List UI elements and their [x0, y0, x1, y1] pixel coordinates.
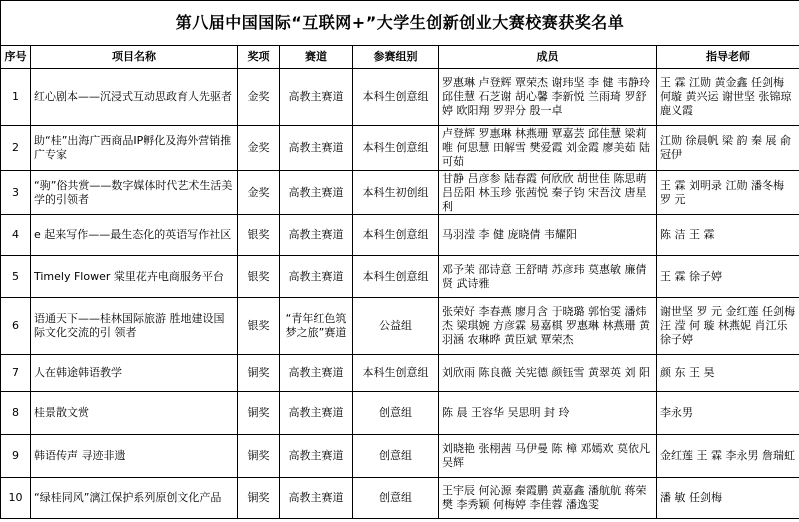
table-row	[1, 215, 799, 256]
header-row	[1, 46, 799, 69]
row-group: 创意组	[353, 392, 439, 435]
row-index: 1	[1, 69, 31, 126]
row-track: 高教主赛道	[280, 69, 353, 126]
table-row	[1, 126, 799, 171]
table-row	[1, 478, 799, 519]
row-members: 王宇辰 何沁源 秦霞鹏 黄嘉鑫 潘航航 蒋荣樊 李秀颖 何梅婷 李佳蓉 潘逸雯	[439, 478, 657, 519]
table-row	[1, 435, 799, 478]
row-members: 刘欣雨 陈良薇 关宪德 颜钰雪 黄翠英 刘 阳	[439, 355, 657, 392]
row-project: Timely Flower 棠里花卉电商服务平台	[31, 256, 238, 298]
row-project: 语通天下——桂林国际旅游 胜地建设国际文化交流的引 领者	[31, 298, 238, 355]
row-group: 本科生创意组	[353, 215, 439, 256]
row-members: 张荣好 李春燕 廖月含 于晓璐 郭怡雯 潘炜杰 梁琪婉 方彦霖 易嘉棋 罗惠琳 林燕珊 黄羽涵 农琳晔 黄臣斌 覃荣杰	[439, 298, 657, 355]
table-row	[1, 171, 799, 215]
row-track: 高教主赛道	[280, 215, 353, 256]
row-award: 铜奖	[238, 392, 280, 435]
row-members: 卢登辉 罗惠琳 林燕珊 覃嘉芸 邱佳慧 梁莉唯 何思慧 田解雪 樊爱霞 刘金霞 廖美茹 陆可茹	[439, 126, 657, 171]
row-track: 高教主赛道	[280, 256, 353, 298]
row-track: 高教主赛道	[280, 171, 353, 215]
row-award: 银奖	[238, 298, 280, 355]
row-index: 9	[1, 435, 31, 478]
header-index: 序号	[1, 46, 31, 69]
row-advisors: 王 霖 刘明录 江勋 潘冬梅 罗 元	[657, 171, 799, 215]
row-project: 红心剧本——沉浸式互动思政育人先驱者	[31, 69, 238, 126]
header-advisors: 指导老师	[657, 46, 799, 69]
row-advisors: 陈 洁 王 霖	[657, 215, 799, 256]
row-award: 金奖	[238, 126, 280, 171]
table-row	[1, 392, 799, 435]
row-track: 高教主赛道	[280, 392, 353, 435]
row-group: 本科生初创组	[353, 171, 439, 215]
row-award: 铜奖	[238, 435, 280, 478]
row-award: 银奖	[238, 215, 280, 256]
table-row	[1, 355, 799, 392]
row-advisors: 金红莲 王 霖 李永男 詹瑞虹	[657, 435, 799, 478]
row-award: 金奖	[238, 69, 280, 126]
row-advisors: 谢世坚 罗 元 金红莲 任剑梅 汪 滢 何 璇 林燕妮 肖江乐 徐子婷	[657, 298, 799, 355]
row-award: 铜奖	[238, 355, 280, 392]
row-members: 邓予茉 邵诗意 王舒晴 苏彦玮 莫惠敏 廉倩贤 武诗雅	[439, 256, 657, 298]
row-group: 公益组	[353, 298, 439, 355]
page-title: 第八届中国国际“互联网+”大学生创新创业大赛校赛获奖名单	[1, 1, 799, 46]
row-advisors: 王 霖 江勋 黄金鑫 任剑梅 何璇 黄兴运 谢世坚 张锦琼 鹿义霞	[657, 69, 799, 126]
row-index: 4	[1, 215, 31, 256]
row-group: 本科生创意组	[353, 126, 439, 171]
row-group: 本科生创意组	[353, 355, 439, 392]
row-group: 创意组	[353, 435, 439, 478]
row-index: 10	[1, 478, 31, 519]
row-project: 助“桂”出海广西商品IP孵化及海外营销推广专家	[31, 126, 238, 171]
header-members: 成员	[439, 46, 657, 69]
row-track: “青年红色筑梦之旅”赛道	[280, 298, 353, 355]
table-row	[1, 69, 799, 126]
header-group: 参赛组别	[353, 46, 439, 69]
row-members: 马羽滢 李 健 庞晓倩 韦耀阳	[439, 215, 657, 256]
row-project: 桂景散文赏	[31, 392, 238, 435]
row-advisors: 颜 东 王 昊	[657, 355, 799, 392]
row-advisors: 江勋 徐晨帆 梁 韵 秦 展 俞冠伊	[657, 126, 799, 171]
row-track: 高教主赛道	[280, 355, 353, 392]
row-track: 高教主赛道	[280, 478, 353, 519]
header-track: 赛道	[280, 46, 353, 69]
row-award: 金奖	[238, 171, 280, 215]
row-members: 甘静 吕彦参 陆春霞 何欣欣 胡世佳 陈思萌 吕岳阳 林玉珍 张茜悦 秦子钧 宋吾汶 唐星利	[439, 171, 657, 215]
row-index: 2	[1, 126, 31, 171]
row-project: “绿桂同风”漓江保护系列原创文化产品	[31, 478, 238, 519]
row-track: 高教主赛道	[280, 435, 353, 478]
row-group: 本科生创意组	[353, 69, 439, 126]
row-award: 铜奖	[238, 478, 280, 519]
row-members: 刘晓艳 张栩茜 马伊曼 陈 樟 邓嫣欢 莫依凡 吴辉	[439, 435, 657, 478]
row-project: 人在韩途韩语教学	[31, 355, 238, 392]
table-row	[1, 256, 799, 298]
row-index: 3	[1, 171, 31, 215]
header-award: 奖项	[238, 46, 280, 69]
row-index: 7	[1, 355, 31, 392]
row-advisors: 潘 敏 任剑梅	[657, 478, 799, 519]
row-project: e 起来写作——最生态化的英语写作社区	[31, 215, 238, 256]
row-index: 6	[1, 298, 31, 355]
row-project: “驹”俗共赏——数字媒体时代艺术生活美学的引领者	[31, 171, 238, 215]
row-advisors: 王 霖 徐子婷	[657, 256, 799, 298]
row-advisors: 李永男	[657, 392, 799, 435]
row-index: 5	[1, 256, 31, 298]
row-members: 陈 晨 王容华 吴思明 封 玲	[439, 392, 657, 435]
row-award: 银奖	[238, 256, 280, 298]
table-row	[1, 298, 799, 355]
row-group: 创意组	[353, 478, 439, 519]
row-track: 高教主赛道	[280, 126, 353, 171]
row-project: 韩语传声 寻迹非遗	[31, 435, 238, 478]
row-index: 8	[1, 392, 31, 435]
row-group: 本科生创意组	[353, 256, 439, 298]
row-members: 罗惠琳 卢登辉 覃荣杰 谢玮坚 李 健 韦静玲 邱佳慧 石芝谢 胡心馨 李新悦 兰雨琦 罗舒婷 欧阳翔 罗羿分 殷一卓	[439, 69, 657, 126]
header-project: 项目名称	[31, 46, 238, 69]
